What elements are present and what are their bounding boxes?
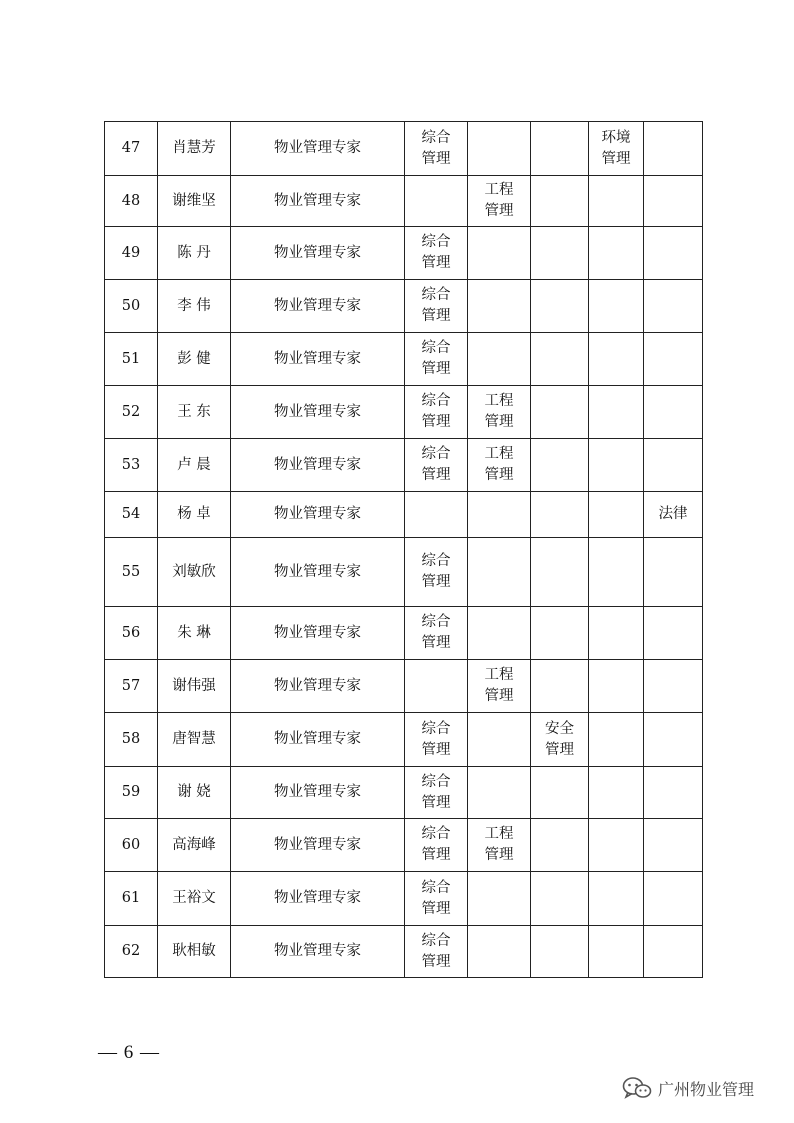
- cell-title: 物业管理专家: [231, 819, 405, 872]
- cell-legal: [644, 538, 703, 607]
- cell-engineering: [468, 926, 531, 978]
- cell-safety: [531, 333, 589, 386]
- cell-legal: [644, 767, 703, 819]
- cell-number: 48: [105, 176, 158, 227]
- cell-engineering: 工程 管理: [468, 819, 531, 872]
- cell-environment: [589, 713, 644, 767]
- cell-engineering: 工程 管理: [468, 660, 531, 713]
- cell-environment: [589, 280, 644, 333]
- cell-legal: [644, 333, 703, 386]
- cell-environment: [589, 492, 644, 538]
- cell-environment: [589, 439, 644, 492]
- cell-safety: [531, 926, 589, 978]
- cell-name: 谢 娆: [158, 767, 231, 819]
- cell-safety: [531, 767, 589, 819]
- table-row: [105, 122, 703, 176]
- cell-name: 李 伟: [158, 280, 231, 333]
- cell-comprehensive: 综合 管理: [405, 607, 468, 660]
- cell-engineering: [468, 607, 531, 660]
- cell-comprehensive: 综合 管理: [405, 538, 468, 607]
- table-row: [105, 176, 703, 227]
- cell-name: 杨 卓: [158, 492, 231, 538]
- cell-title: 物业管理专家: [231, 538, 405, 607]
- expert-table: [104, 121, 703, 978]
- cell-comprehensive: [405, 492, 468, 538]
- table-row: [105, 538, 703, 607]
- cell-safety: [531, 176, 589, 227]
- cell-number: 59: [105, 767, 158, 819]
- cell-engineering: [468, 713, 531, 767]
- cell-name: 谢伟强: [158, 660, 231, 713]
- cell-safety: [531, 386, 589, 439]
- cell-comprehensive: [405, 660, 468, 713]
- cell-environment: [589, 333, 644, 386]
- cell-engineering: [468, 492, 531, 538]
- cell-environment: [589, 660, 644, 713]
- cell-engineering: [468, 333, 531, 386]
- cell-name: 王裕文: [158, 872, 231, 926]
- table-row: [105, 607, 703, 660]
- cell-comprehensive: 综合 管理: [405, 122, 468, 176]
- cell-safety: [531, 819, 589, 872]
- cell-comprehensive: 综合 管理: [405, 819, 468, 872]
- cell-comprehensive: 综合 管理: [405, 872, 468, 926]
- cell-name: 谢维坚: [158, 176, 231, 227]
- cell-legal: [644, 227, 703, 280]
- cell-engineering: 工程 管理: [468, 386, 531, 439]
- cell-safety: 安全 管理: [531, 713, 589, 767]
- cell-number: 62: [105, 926, 158, 978]
- cell-number: 54: [105, 492, 158, 538]
- table-row: [105, 926, 703, 978]
- watermark-text: 广州物业管理: [658, 1079, 755, 1099]
- cell-comprehensive: [405, 176, 468, 227]
- cell-safety: [531, 538, 589, 607]
- table-row: [105, 386, 703, 439]
- cell-comprehensive: 综合 管理: [405, 386, 468, 439]
- cell-title: 物业管理专家: [231, 386, 405, 439]
- cell-title: 物业管理专家: [231, 333, 405, 386]
- cell-legal: [644, 439, 703, 492]
- cell-legal: [644, 176, 703, 227]
- table-row: [105, 819, 703, 872]
- cell-comprehensive: 综合 管理: [405, 926, 468, 978]
- table-row: [105, 227, 703, 280]
- cell-legal: [644, 386, 703, 439]
- cell-title: 物业管理专家: [231, 439, 405, 492]
- page-number: — 6 —: [98, 1042, 160, 1063]
- cell-environment: [589, 227, 644, 280]
- cell-comprehensive: 综合 管理: [405, 280, 468, 333]
- cell-legal: [644, 926, 703, 978]
- table-row: [105, 767, 703, 819]
- wechat-icon: [622, 1076, 652, 1100]
- cell-title: 物业管理专家: [231, 280, 405, 333]
- cell-comprehensive: 综合 管理: [405, 767, 468, 819]
- cell-title: 物业管理专家: [231, 492, 405, 538]
- cell-safety: [531, 872, 589, 926]
- cell-legal: [644, 713, 703, 767]
- cell-safety: [531, 492, 589, 538]
- cell-legal: [644, 280, 703, 333]
- table-row: [105, 333, 703, 386]
- cell-number: 57: [105, 660, 158, 713]
- cell-engineering: [468, 872, 531, 926]
- cell-title: 物业管理专家: [231, 660, 405, 713]
- cell-number: 52: [105, 386, 158, 439]
- cell-name: 高海峰: [158, 819, 231, 872]
- cell-title: 物业管理专家: [231, 176, 405, 227]
- cell-name: 彭 健: [158, 333, 231, 386]
- cell-name: 唐智慧: [158, 713, 231, 767]
- cell-engineering: [468, 122, 531, 176]
- cell-comprehensive: 综合 管理: [405, 439, 468, 492]
- cell-environment: [589, 872, 644, 926]
- cell-engineering: [468, 280, 531, 333]
- cell-name: 耿相敏: [158, 926, 231, 978]
- cell-legal: [644, 819, 703, 872]
- cell-engineering: [468, 227, 531, 280]
- cell-environment: [589, 767, 644, 819]
- table-row: [105, 439, 703, 492]
- expert-table-body: [105, 122, 703, 978]
- table-row: [105, 872, 703, 926]
- cell-safety: [531, 607, 589, 660]
- cell-legal: [644, 607, 703, 660]
- cell-engineering: 工程 管理: [468, 176, 531, 227]
- cell-legal: 法律: [644, 492, 703, 538]
- cell-number: 61: [105, 872, 158, 926]
- cell-comprehensive: 综合 管理: [405, 333, 468, 386]
- cell-environment: [589, 538, 644, 607]
- cell-title: 物业管理专家: [231, 767, 405, 819]
- watermark: [622, 1076, 754, 1100]
- cell-comprehensive: 综合 管理: [405, 227, 468, 280]
- cell-title: 物业管理专家: [231, 227, 405, 280]
- cell-number: 60: [105, 819, 158, 872]
- cell-legal: [644, 872, 703, 926]
- cell-name: 陈 丹: [158, 227, 231, 280]
- cell-number: 47: [105, 122, 158, 176]
- cell-safety: [531, 439, 589, 492]
- cell-safety: [531, 660, 589, 713]
- cell-environment: [589, 386, 644, 439]
- cell-title: 物业管理专家: [231, 713, 405, 767]
- table-row: [105, 713, 703, 767]
- cell-title: 物业管理专家: [231, 607, 405, 660]
- cell-number: 56: [105, 607, 158, 660]
- cell-engineering: [468, 767, 531, 819]
- cell-environment: [589, 607, 644, 660]
- cell-environment: [589, 926, 644, 978]
- cell-title: 物业管理专家: [231, 926, 405, 978]
- cell-legal: [644, 660, 703, 713]
- table-row: [105, 492, 703, 538]
- cell-engineering: [468, 538, 531, 607]
- cell-legal: [644, 122, 703, 176]
- cell-environment: 环境 管理: [589, 122, 644, 176]
- cell-name: 肖慧芳: [158, 122, 231, 176]
- cell-number: 55: [105, 538, 158, 607]
- cell-number: 51: [105, 333, 158, 386]
- cell-safety: [531, 227, 589, 280]
- cell-engineering: 工程 管理: [468, 439, 531, 492]
- cell-name: 朱 琳: [158, 607, 231, 660]
- cell-name: 卢 晨: [158, 439, 231, 492]
- table-row: [105, 280, 703, 333]
- cell-title: 物业管理专家: [231, 872, 405, 926]
- cell-name: 刘敏欣: [158, 538, 231, 607]
- cell-number: 49: [105, 227, 158, 280]
- cell-environment: [589, 819, 644, 872]
- cell-number: 50: [105, 280, 158, 333]
- table-row: [105, 660, 703, 713]
- cell-number: 53: [105, 439, 158, 492]
- cell-comprehensive: 综合 管理: [405, 713, 468, 767]
- cell-number: 58: [105, 713, 158, 767]
- cell-safety: [531, 280, 589, 333]
- cell-name: 王 东: [158, 386, 231, 439]
- cell-environment: [589, 176, 644, 227]
- cell-safety: [531, 122, 589, 176]
- cell-title: 物业管理专家: [231, 122, 405, 176]
